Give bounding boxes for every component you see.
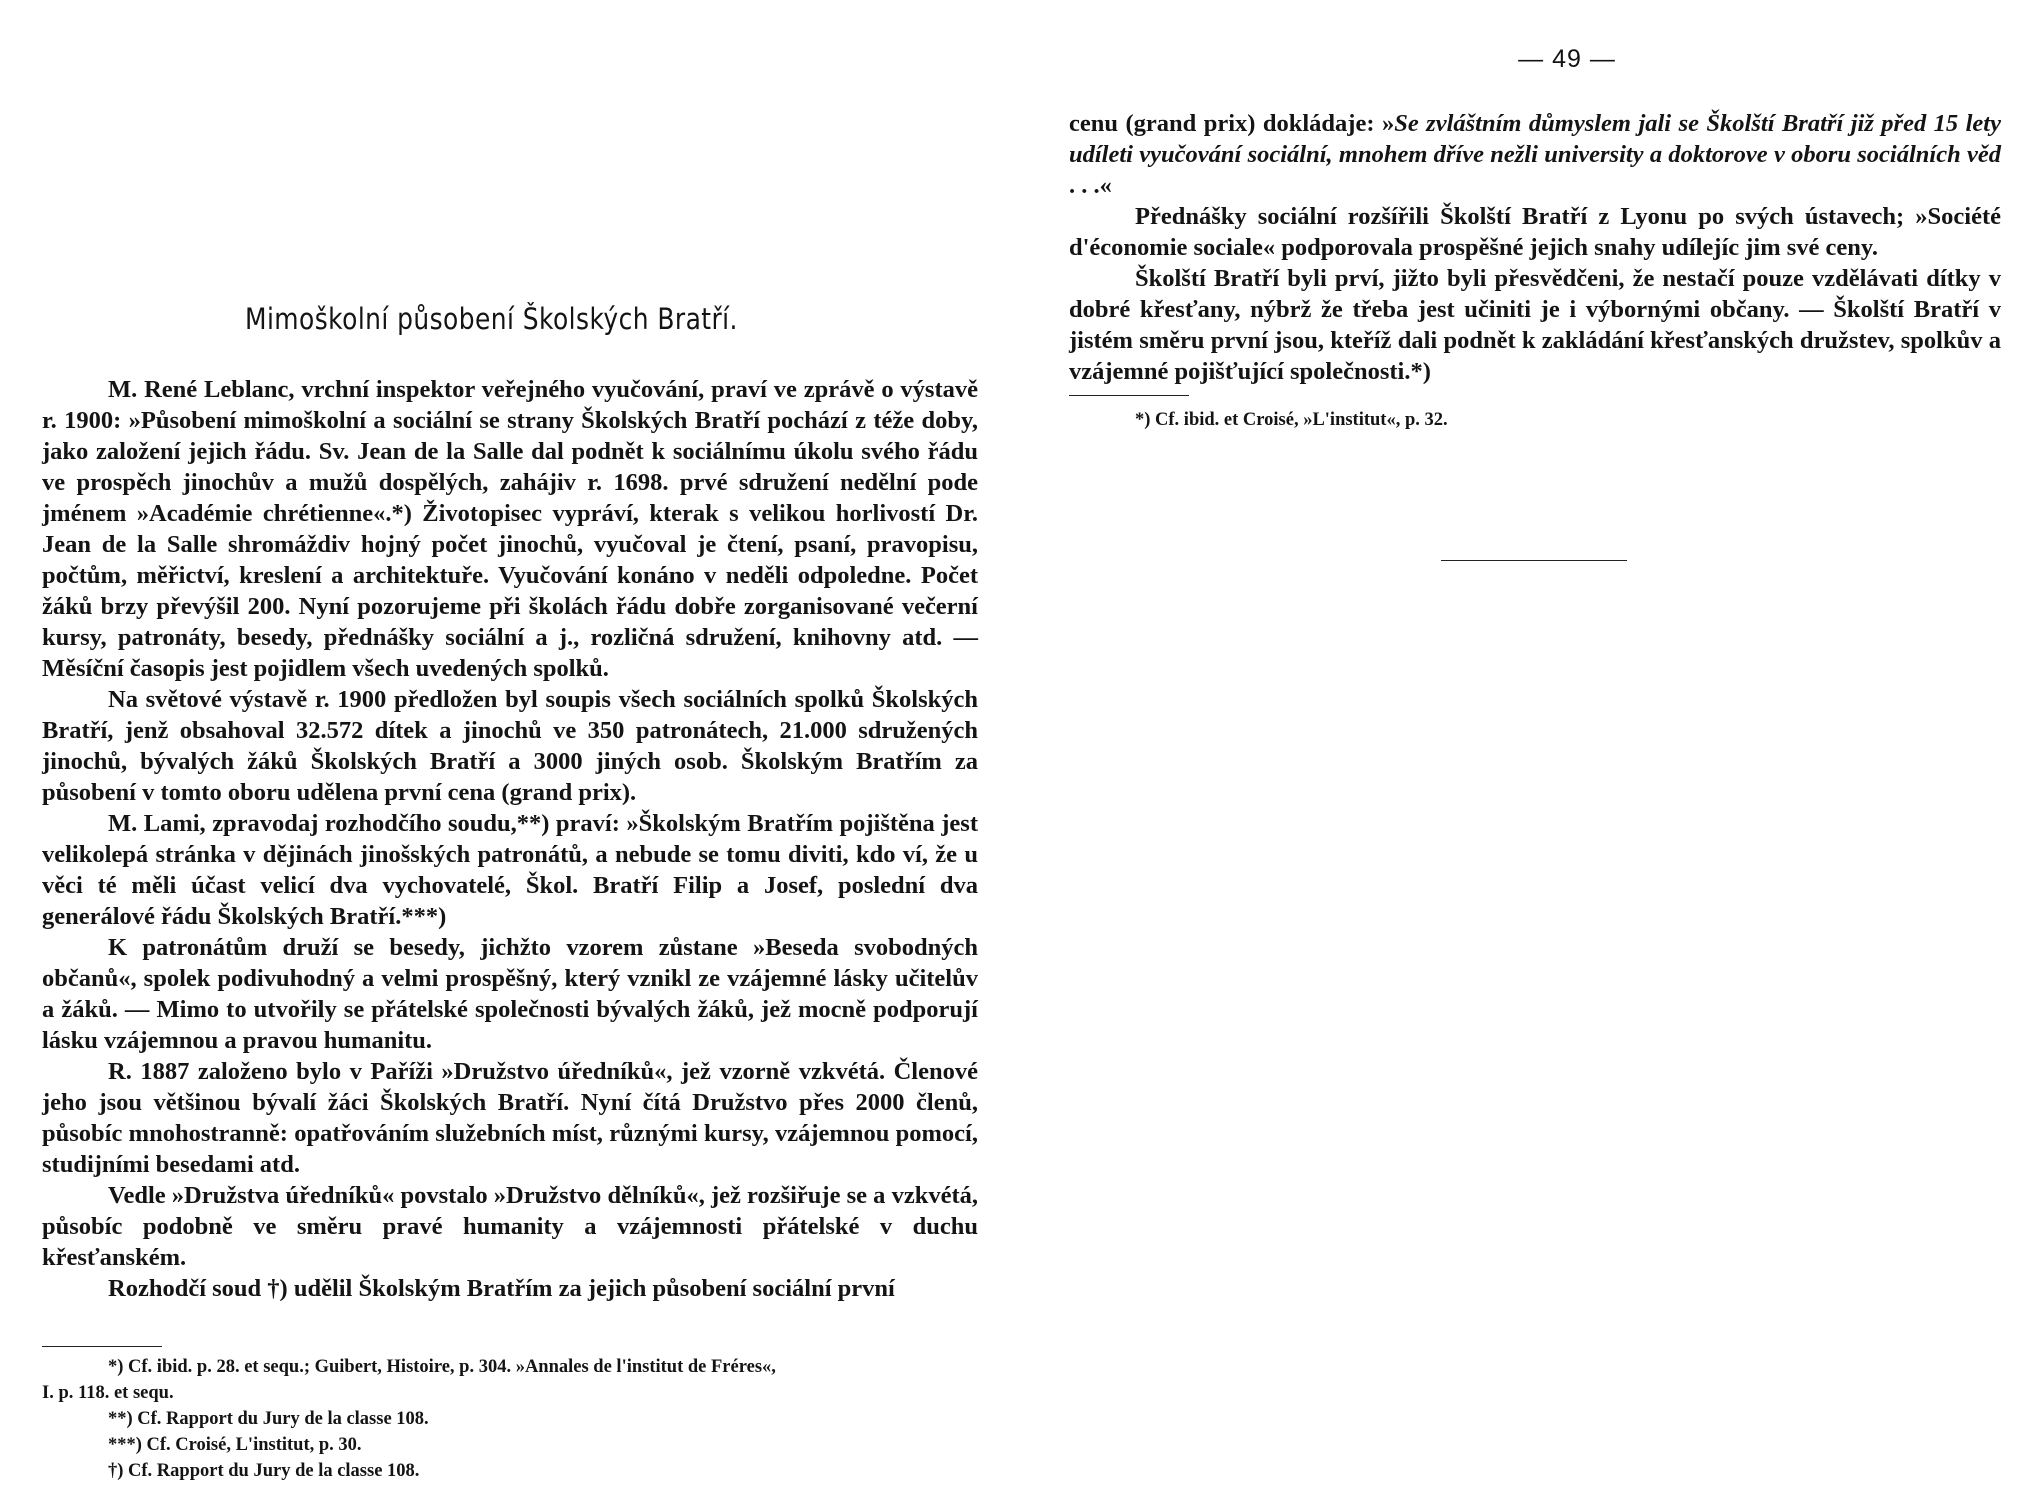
paragraph: Vedle »Družstva úředníků« povstalo »Družstvo dělníků«, jež rozšiřuje se a vzkvétá, působíc podobně ve směru pravé humanity a vzájemnosti přátelské v duchu křesťanském. [42,1182,978,1271]
footnote: ***) Cf. Croisé, L'institut, p. 30. [108,1435,362,1455]
paragraph: M. René Leblanc, vrchní inspektor veřejného vyučování, praví ve zprávě o výstavě r. 1900: »Působení mimoškolní a sociální se strany Školských Bratří pochází z téže doby, jako založení jejich řádu. Sv. Jean de la Salle dal podnět k sociálnímu úkolu svého řádu ve prospěch jinochův a mužů dospělých, zahájiv r. 1698. prvé sdružení nedělní pode jménem »Académie chrétienne«.*) Životopisec vypráví, kterak s velikou horlivostí Dr. Jean de la Salle shromáždiv hojný počet jinochů, vyučoval je čtení, psaní, pravopisu, počtům, měřictví, kreslení a architektuře. Vyučování konáno v neděli odpoledne. Počet žáků brzy převýšil 200. Nyní pozorujeme při školách řádu dobře zorganisované večerní kursy, patronáty, besedy, přednášky sociální a j., rozličná sdružení, knihovny atd. — Měsíční časopis jest pojidlem všech uvedených spolků. [42,376,978,682]
quote-italic: Se zvláštním důmyslem jali se Školští Bratří již před 15 lety udíleti vyučování sociální, mnohem dříve nežli university a doktorove v oboru sociálních věd [1069,110,2001,168]
chapter-title: Mimoškolní působení Školských Bratří. [245,302,738,336]
footnote: †) Cf. Rapport du Jury de la classe 108. [108,1461,420,1481]
paragraph: Na světové výstavě r. 1900 předložen byl soupis všech sociálních spolků Školských Bratří, jenž obsahoval 32.572 dítek a jinochů ve 350 patronátech, 21.000 sdružených jinochů, bývalých žáků Školských Bratří a 3000 jiných osob. Školským Bratřím za působení v tomto oboru udělena první cena (grand prix). [42,686,978,806]
paragraph: Rozhodčí soud †) udělil Školským Bratřím za jejich působení sociální první [108,1275,895,1302]
left-body-text [42,374,978,1304]
right-footnotes [1069,407,2001,433]
footnote-divider [1069,395,1189,396]
page-number: — 49 — [1518,45,1616,73]
paragraph: Školští Bratří byli prví, jižto byli přesvědčeni, že nestačí pouze vzdělávati dítky v dobré křesťany, nýbrž že třeba jest učiniti je i výbornými občany. — Školští Bratří v jistém směru první jsou, kteříž dali podnět k zakládání křesťanských družstev, spolkův a vzájemné pojišťující společnosti.*) [1069,265,2001,385]
footnote: **) Cf. Rapport du Jury de la classe 108. [108,1409,429,1429]
left-footnotes [42,1354,978,1484]
paragraph: R. 1887 založeno bylo v Paříži »Družstvo úředníků«, jež vzorně vzkvétá. Členové jeho jsou většinou bývalí žáci Školských Bratří. Nyní čítá Družstvo přes 2000 členů, působíc mnohostranně: opatřováním služebních míst, různými kursy, vzájemnou pomocí, studijními besedami atd. [42,1058,978,1178]
footnote: *) Cf. ibid. p. 28. et sequ.; Guibert, Histoire, p. 304. »Annales de l'institut de Fréres«, [108,1357,776,1377]
footnote: I. p. 118. et sequ. [42,1383,174,1403]
paragraph: K patronátům druží se besedy, jichžto vzorem zůstane »Beseda svobodných občanů«, spolek podivuhodný a velmi prospěšný, který vznikl ze vzájemné lásky učitelův a žáků. — Mimo to utvořily se přátelské společnosti bývalých žáků, jež mocně podporují lásku vzájemnou a pravou humanitu. [42,934,978,1054]
right-body-text [1069,108,2001,387]
quote-tail: . . .« [1069,172,1112,199]
right-page [1009,0,2018,1500]
quote-lead: cenu (grand prix) dokládaje: » [1069,110,1395,137]
footnote: *) Cf. ibid. et Croisé, »L'institut«, p. 32. [1135,410,1448,430]
paragraph [1069,108,2001,201]
section-end-divider [1441,560,1627,561]
footnote-divider [42,1346,162,1347]
paragraph: Přednášky sociální rozšířili Školští Bratří z Lyonu po svých ústavech; »Société d'économie sociale« podporovala prospěšné jejich snahy udílejíc jim své ceny. [1069,203,2001,261]
paragraph: M. Lami, zpravodaj rozhodčího soudu,**) praví: »Školským Bratřím pojištěna jest velikolepá stránka v dějinách jinošských patronátů, a nebude se tomu diviti, kdo ví, že u věci té měli účast velicí dva vychovatelé, Škol. Bratří Filip a Josef, poslední dva generálové řádu Školských Bratří.***) [42,810,978,930]
